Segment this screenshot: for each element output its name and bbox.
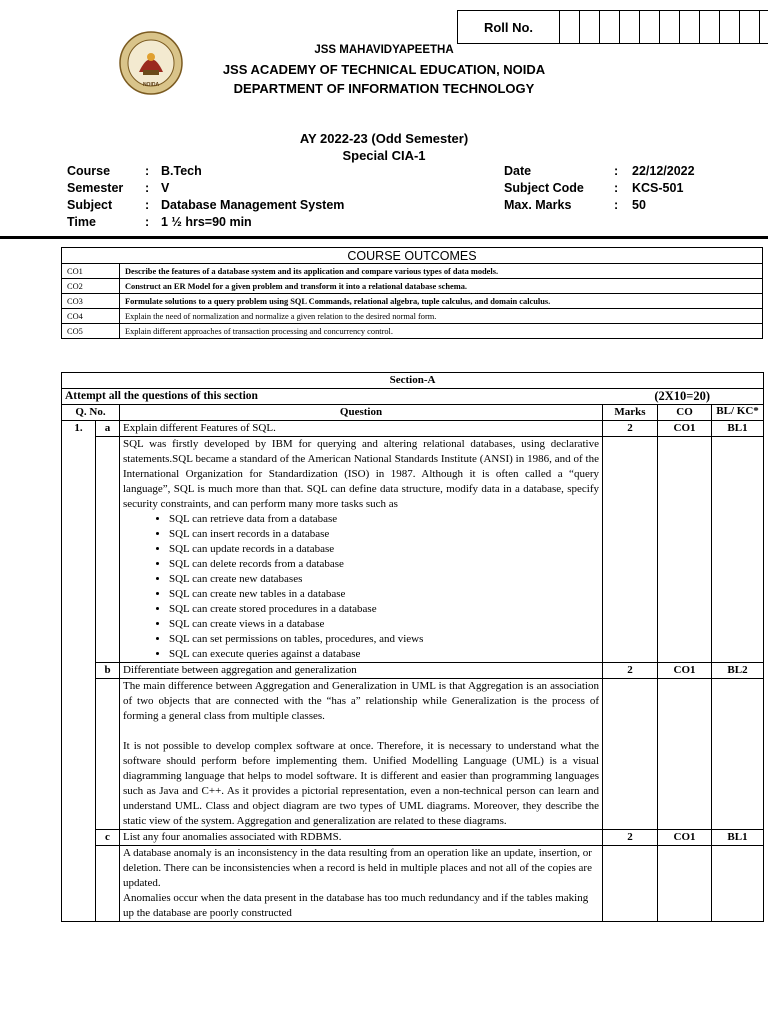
course-outcomes-table xyxy=(61,247,763,339)
list-item: • SQL can insert records in a database xyxy=(169,527,599,542)
header-divider xyxy=(0,236,768,239)
roll-digit-box xyxy=(740,11,760,43)
institute-line-2: JSS ACADEMY OF TECHNICAL EDUCATION, NOIDA xyxy=(222,62,546,77)
course-outcomes-title: COURSE OUTCOMES xyxy=(62,248,763,264)
co-row: CO2 Construct an ER Model for a given problem and transform it into a relational database schema. xyxy=(62,279,763,294)
header-qno: Q. No. xyxy=(62,405,120,421)
roll-number-label: Roll No. xyxy=(458,11,560,43)
question-text: List any four anomalies associated with RDBMS. xyxy=(120,830,603,846)
question-row xyxy=(62,830,764,846)
question-bl: BL1 xyxy=(712,421,764,437)
question-part: a xyxy=(96,421,120,437)
exam-details-right xyxy=(504,163,695,214)
header-bl: BL/ KC* xyxy=(712,405,764,421)
roll-digit-box xyxy=(620,11,640,43)
logo-text: NOIDA xyxy=(142,82,160,88)
answer-row xyxy=(62,437,764,663)
institute-line-1: JSS MAHAVIDYAPEETHA xyxy=(314,44,454,56)
question-bl: BL2 xyxy=(712,663,764,679)
list-item: • SQL can set permissions on tables, procedures, and views xyxy=(169,632,599,647)
roll-digit-box xyxy=(580,11,600,43)
co-row: CO4 Explain the need of normalization and normalize a given relation to the desired normal form. xyxy=(62,309,763,324)
detail-row: Subject Code : KCS-501 xyxy=(504,181,684,195)
roll-digit-box xyxy=(660,11,680,43)
question-text: Differentiate between aggregation and generalization xyxy=(120,663,603,679)
answer-row xyxy=(62,679,764,830)
question-part: c xyxy=(96,830,120,846)
roll-digit-box xyxy=(700,11,720,43)
question-row xyxy=(62,663,764,679)
list-item: • SQL can execute queries against a database xyxy=(169,647,599,662)
header-question: Question xyxy=(120,405,603,421)
question-co: CO1 xyxy=(658,421,712,437)
section-a-table xyxy=(61,372,764,922)
detail-row: Course : B.Tech xyxy=(67,164,202,178)
detail-row: Date : 22/12/2022 xyxy=(504,164,695,178)
detail-row: Max. Marks : 50 xyxy=(504,198,646,212)
co-row: CO1 Describe the features of a database system and its application and compare various types of data models. xyxy=(62,264,763,279)
question-number: 1. xyxy=(62,421,96,922)
list-item: • SQL can create views in a database xyxy=(169,617,599,632)
exam-name: Special CIA-1 xyxy=(342,148,426,163)
section-title: Section-A xyxy=(62,373,764,389)
question-co: CO1 xyxy=(658,663,712,679)
list-item: • SQL can create stored procedures in a database xyxy=(169,602,599,617)
institute-line-3: DEPARTMENT OF INFORMATION TECHNOLOGY xyxy=(233,81,535,96)
question-marks: 2 xyxy=(603,421,658,437)
roll-digit-box xyxy=(760,11,768,43)
feature-list xyxy=(123,512,599,662)
co-row: CO3 Formulate solutions to a query problem using SQL Commands, relational algebra, tuple calculus, and domain calculus. xyxy=(62,294,763,309)
question-bl: BL1 xyxy=(712,830,764,846)
answer-text: A database anomaly is an inconsistency in the data resulting from an operation like an update, insertion, or deletion. There can be inconsistencies when a record is held in multiple places and not all of the copies are updated. Anomalies occur when the data present in the database has too much redundancy and if the tables making up the database are poorly constructed xyxy=(120,846,603,922)
question-marks: 2 xyxy=(603,830,658,846)
question-co: CO1 xyxy=(658,830,712,846)
roll-digit-box xyxy=(680,11,700,43)
exam-details-left xyxy=(67,163,344,231)
roll-digit-box xyxy=(720,11,740,43)
co-row: CO5 Explain different approaches of transaction processing and concurrency control. xyxy=(62,324,763,339)
section-marks-total: (2X10=20) xyxy=(654,389,711,403)
answer-text: The main difference between Aggregation and Generalization in UML is that Aggregation is an association of two objects that are connected with the “has a” relationship while Generalization is the process of forming a general class from multiple classes. It is not possible to develop complex software at once. Therefore, it is necessary to understand what the software should perform before implementing them. Unified Modelling Language (UML) is a visual diagramming language that helps to model software. It is different and easier than programming languages such as Java and C++. As it provides a pictorial representation, even a non-technical person can learn and understand UML. Class and object diagram are two types of UML diagrams. Moreover, they describe the static view of the system. Aggregation and generalization are related to these diagrams. xyxy=(120,679,603,830)
detail-row: Subject : Database Management System xyxy=(67,198,345,212)
question-marks: 2 xyxy=(603,663,658,679)
list-item: • SQL can delete records from a database xyxy=(169,557,599,572)
detail-row: Time : 1 ½ hrs=90 min xyxy=(67,215,252,229)
question-row xyxy=(62,421,764,437)
question-part: b xyxy=(96,663,120,679)
list-item: • SQL can update records in a database xyxy=(169,542,599,557)
roll-number-box xyxy=(457,10,768,44)
header-co: CO xyxy=(658,405,712,421)
detail-row: Semester : V xyxy=(67,181,170,195)
list-item: • SQL can create new databases xyxy=(169,572,599,587)
list-item: • SQL can retrieve data from a database xyxy=(169,512,599,527)
answer-text: SQL was firstly developed by IBM for querying and altering relational databases, using declarative statements.SQL became a standard of the American National Standards Institute (ANSI) in 1986, and of the International Organization for Standardization (ISO) in 1987. Although it is often called a “query language”, SQL is much more than that. SQL can define data structure, modify data in a database, specify security constraints, and can perform many more tasks such as • SQL can retrieve data from a database • SQL can insert records in a database • SQL can update records in a database • SQL can delete records from a database • SQL can create new databases • SQL can create new tables in a database • SQL can create stored procedures in a database • SQL can create views in a database • SQL can set permissions on tables, procedures, and views • SQL can execute queries against a database xyxy=(120,437,603,663)
answer-row xyxy=(62,846,764,922)
roll-digit-box xyxy=(640,11,660,43)
roll-digit-box xyxy=(600,11,620,43)
list-item: • SQL can create new tables in a database xyxy=(169,587,599,602)
header-marks: Marks xyxy=(603,405,658,421)
question-text: Explain different Features of SQL. xyxy=(120,421,603,437)
roll-digit-box xyxy=(560,11,580,43)
academic-year: AY 2022-23 (Odd Semester) xyxy=(299,131,469,146)
section-instruction: Attempt all the questions of this section (2X10=20) xyxy=(62,389,764,405)
